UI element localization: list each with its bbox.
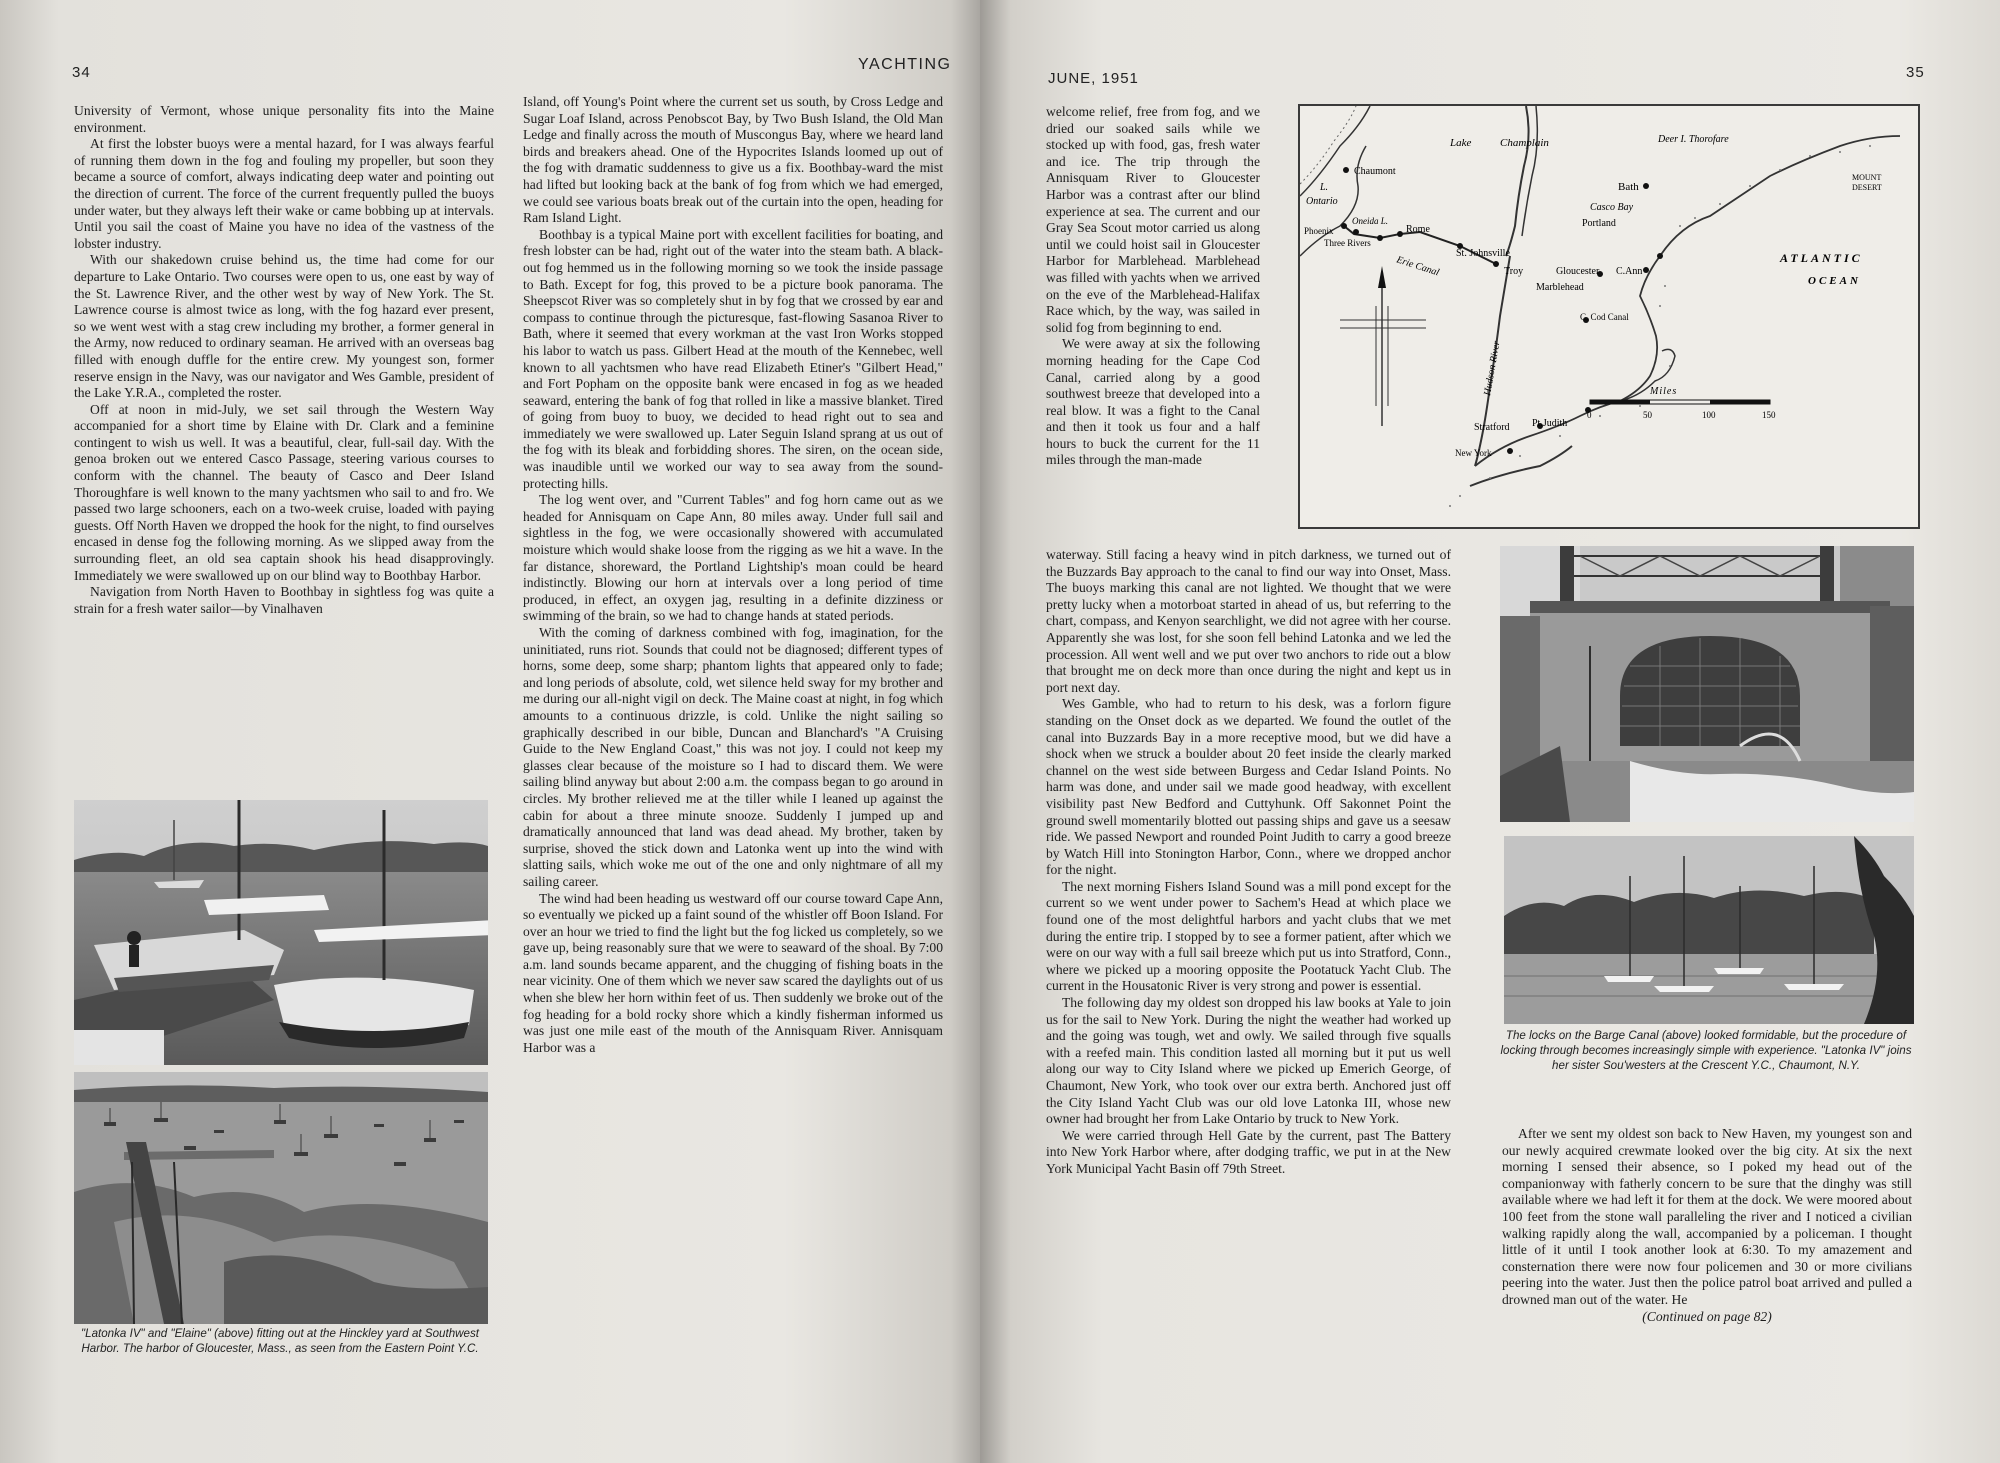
map-label-pt-judith: Pt.Judith (1532, 418, 1568, 429)
paragraph: At first the lobster buoys were a mental hazard, for I was always fearful of running them down in the fog and fouling my propeller, but soon they became a source of comfort, always indicating deep water and pointing out the direction of current. The force of the current frequently pulled the buoys under water, but they always left their wake or came bobbing up at intervals. Until you sail the coast of Maine you have no idea of the vastness of the lobster industry. (74, 136, 494, 251)
map-label-chaumont: Chaumont (1354, 166, 1396, 177)
photo-barge-canal-locks (1500, 546, 1914, 822)
scale-100: 100 (1702, 410, 1716, 420)
running-head-date: JUNE, 1951 (1048, 70, 1139, 87)
map-label-gloucester: Gloucester (1556, 266, 1600, 277)
map-label-hudson: Hudson River (1482, 340, 1503, 397)
paragraph: The wind had been heading us westward off our course toward Cape Ann, so eventually we picked up a faint sound of the whistler off Boon Island. For over an hour we tried to find the light but the fog licked us completely, so we gave up, being reasonably sure that we were to seaward of the shoal. By 7:00 a.m. land sounds became apparent, and the chugging of fishing boats in the near vicinity. One of them which we never saw scared the daylights out of us when she blew her horn within feet of us. Then suddenly we broke out of the fog heading for a bold rocky shore which a kindly fisherman informed us was just one mile east of the mouth of the Annisquam River. Annisquam Harbor was a (523, 890, 943, 1055)
map-label-new-york: New York (1455, 448, 1492, 458)
paragraph: Navigation from North Haven to Boothbay in sightless fog was quite a strain for a fresh water sailor—by Vinalhaven (74, 584, 494, 616)
scale-150: 150 (1762, 410, 1776, 420)
left-photo-caption: "Latonka IV" and "Elaine" (above) fitting out at the Hinckley yard at Southwest Harbor. The harbor of Gloucester, Mass., as seen from the Eastern Point Y.C. (81, 1327, 479, 1355)
running-head-yachting: YACHTING (858, 56, 952, 73)
map-label-stratford: Stratford (1474, 422, 1510, 433)
map-label-mount: MOUNT (1852, 173, 1882, 182)
map-label-oneida: Oneida L. (1352, 216, 1388, 226)
map-label-c-ann: C.Ann (1616, 266, 1643, 277)
scale-50: 50 (1643, 410, 1652, 420)
paragraph: Wes Gamble, who had to return to his desk, was a forlorn figure standing on the Onset dock as we departed. We found the outlet of the canal into Buzzards Bay in a more receptive mood, but we did have a shock when we struck a boulder about 20 feet inside the clearly marked channel on the west side between Burgess and Cedar Island Points. No harm was done, and under sail we made good headway, with excellent visibility past New Bedford and Cuttyhunk. Off Sakonnet Point the ground swell momentarily blotted out passing ships and gave us a seesaw ride. We passed Newport and rounded Point Judith to carry a good breeze by Watch Hill into Stonington Harbor, Conn., where we dropped anchor for the night. (1046, 696, 1451, 878)
map-label-miles: Miles (1650, 386, 1678, 397)
paragraph: With our shakedown cruise behind us, the time had come for our departure to Lake Ontario. Two courses were open to us, one east by way of the St. Lawrence River, and the other west by way of New York. The St. Lawrence course is almost twice as long, with the fog hazard ever present, so we went west with a stag crew including my brother, a former general in the Army, now reduced to ordinary seaman. He arrived with an overseas bag filled with enough duffle for the entire crew. My youngest son, former reserve ensign in the Navy, was our navigator and Wes Gamble, president of the Lake Y.R.A., completed the roster. (74, 252, 494, 401)
map-label-l: L. (1320, 182, 1329, 193)
page-number-right: 35 (1906, 64, 1925, 81)
paragraph: University of Vermont, whose unique personality fits into the Maine environment. (74, 103, 494, 135)
map-label-st-johnsville: St. Johnsville (1456, 248, 1510, 259)
map-label-atlantic: ATLANTIC (1780, 251, 1863, 265)
right-page (980, 0, 2000, 1463)
right-column-wide (1046, 547, 1451, 1178)
paragraph: After we sent my oldest son back to New Haven, my youngest son and our newly acquired crewmate looked over the big city. At six the next morning I sensed their absence, so I poked my head out of the companionway with fatherly concern to be sure that the dinghy was still available where we had left it for them at the dock. We were moored about 100 feet from the stone wall paralleling the river and I noticed a civilian walking rapidly along the wall, accompanied by a policeman. I thought little of it until I took another look at 6:30. To my amazement and consternation there were now four policemen and 30 or more civilians peering into the water. Just then the police patrol boat arrived and pulled a drowned man out of the water. He (1502, 1126, 1912, 1307)
paragraph: The following day my oldest son dropped his law books at Yale to join us for the sail to New York. During the night the weather had worked up and the going was tough, wet and owly. We sailed through five squalls with a reefed main. This condition lasted all morning but it put us well along our way to City Island where we picked up Emerich George, of Chaumont, New York, who took over our extra berth. Anchored just off the City Island Yacht Club was our old love Latonka III, whose new owner had brought her from Lake Ontario by truck to New York. (1046, 995, 1451, 1127)
paragraph: Boothbay is a typical Maine port with excellent facilities for boating, and fresh lobster can be had, right out of the water into the steam bath. A black-out fog hemmed us in the following morning so we took the inside passage to Bath. Except for fog, this proved to be a picture book panorama. The Sheepscot River was so completely shut in by fog that we crossed by ear and compass to continue through the picturesque, fast-flowing Sasanoa River to Bath, where it seemed that every workman at the vast Iron Works stopped his labor to watch us pass. Gilbert Head at the mouth of the Kennebec, well known to all yachtsmen who have read Elizabeth Etiner's "Gilbert Head," and Fort Popham on the opposite bank were encased in fog as we headed seaward, entering the bank of fog that rolled in like a massive blanket. Tired of going from buoy to buoy, we decided to head right out to sea and immediately we were swallowed up. Later Seguin Island sprang at us out of the fog with its bleak and forbidding shores. The siren, on the ocean side, was inaudible until we worked our way to sea away from the sound-protecting hills. (523, 226, 943, 491)
scale-0: 0 (1587, 410, 1592, 420)
paragraph: With the coming of darkness combined with fog, imagination, for the uninitiated, runs riot. Sounds that could not be diagnosed; different types of horns, some deep, some sharp; phantom lights that appeared only to fade; and long periods of absolute, cold, wet silence held sway for my brother and me during our all-night vigil on deck. The Maine coast at night, in fog which amounts to a continuous drizzle, is cold. Unlike the night sailing so graphically described in our bible, Duncan and Blanchard's "A Cruising Guide to the New England Coast," this was not joy. I could not keep my glasses clear because of the moisture so I had to discard them. We were sailing blind anyway but about 2:00 a.m. the compass began to go around in circles. My brother relieved me at the tiller while I leaned up against the cabin for about a three minute snooze. Suddenly I jumped up and dramatically announced that land was dead ahead. My brother, taken by surprise, shoved the stick down and Latonka went up into the wind with slatting sails, which woke me out of the one and only nightmare of all my sailing career. (523, 625, 943, 889)
map-label-cape-cod-canal: C. Cod Canal (1580, 312, 1629, 322)
left-column-2 (523, 94, 943, 1056)
map-label-troy: Troy (1504, 266, 1524, 277)
paragraph: We were carried through Hell Gate by the current, past The Battery into New York Harbor where, after dodging traffic, we put in at the New York Municipal Yacht Basin off 79th Street. (1046, 1127, 1451, 1176)
map-label-ontario: Ontario (1306, 196, 1338, 207)
paragraph: The log went over, and "Current Tables" and fog horn came out as we headed for Annisquam on Cape Ann, 80 miles away. Under full sail and sightless in the fog, we were occasionally showered with accumulated moisture which would shake loose from the rigging as we hit a wave. In the far distance, shoreward, the Portland Lightship's moan could be heard indistinctly. Blowing our horn at intervals over a long period of time produced, in effect, an oxygen jag, resulting in a definite dizziness or swimming of the brain, so we had to change hands at stated periods. (523, 492, 943, 624)
photo-gloucester-harbor (74, 1072, 488, 1324)
map-label-casco-bay: Casco Bay (1590, 202, 1634, 213)
map-label-three-rivers: Three Rivers (1324, 238, 1371, 248)
map-label-desert: DESERT (1852, 183, 1882, 192)
continued-on-page: (Continued on page 82) (1642, 1308, 1772, 1324)
page-number-left: 34 (72, 64, 91, 81)
paragraph: waterway. Still facing a heavy wind in pitch darkness, we turned out of the Buzzards Bay approach to the canal to find our way into Onset, Mass. The buoys marking this canal are not lighted. We thought that we were pretty lucky when a motorboat started in ahead of us, but referring to the chart, compass, and Kenyon searchlight, we did not agree with her course. Apparently she was lost, for she soon fell behind Latonka and we led the procession. All went well and we put over two anchors to ride out a blow that brought me on deck more than once during the night and kept us in port next day. (1046, 547, 1451, 695)
paragraph: The next morning Fishers Island Sound was a mill pond except for the current so we went under power to Sachem's Head at which place we found one of the most delightful harbors and yacht clubs that we met during the entire trip. I stopped by to see a former patient, after which we were on our way with a full sail breeze which put us into Stratford, Conn., where we picked up a mooring opposite the Pootatuck Yacht Club. The current in the Housatonic River is very strong and power is essential. (1046, 878, 1451, 994)
map-label-deer-island: Deer I. Thorofare (1658, 134, 1729, 145)
photo-crescent-yc (1504, 836, 1914, 1024)
map-label-bath: Bath (1618, 181, 1639, 193)
paragraph: Off at noon in mid-July, we set sail through the Western Way accompanied for a short time by Elaine with Dr. Clark and a feminine contingent to wish us well. It was a beautiful, clear, full-sail day. With the genoa broken out we entered Casco Passage, steering various courses to conform with the channel. The beauty of Casco and Deer Island Thoroughfare is well known to the many yachtsmen who sail to and fro. We passed two large schooners, each on a two-week cruise, loaded with paying guests. Off North Haven we dropped the hook for the night, to find ourselves encased in dense fog the following morning. As we slipped away from the surrounding fleet, an old sea captain shook his head disapprovingly. Immediately we were swallowed up on our blind way to Boothbay Harbor. (74, 401, 494, 583)
paragraph: welcome relief, free from fog, and we dried our soaked sails while we stocked up with food, gas, fresh water and ice. The trip through the Annisquam River to Gloucester Harbor was a contrast after our blind experience at sea. The current and our Gray Sea Scout motor carried us along until we could hoist sail in Gloucester Harbor for Marblehead. Marblehead was filled with yachts when we arrived on the eve of the Marblehead-Halifax Race which, by the way, was sailed in solid fog from beginning to end. (1046, 104, 1260, 335)
paragraph: Island, off Young's Point where the current set us south, by Cross Ledge and Sugar Loaf Island, across Penobscot Bay, by Two Bush Island, the Old Man Ledge and finally across the mouth of Muscongus Bay, where we heard land birds and breakers ahead. One of the Hypocrites Islands loomed up out of the fog with dramatic suddenness to give us a fix. Boothbay-ward the mist had lifted but looking back at the bank of fog from which we had emerged, we could see various boats break out of the curtain into the open, heading for Ram Island Light. (523, 94, 943, 226)
map-label-portland: Portland (1582, 218, 1616, 229)
map-label-champlain: Champlain (1500, 137, 1549, 149)
right-column-narrow (1046, 104, 1260, 469)
paragraph: We were away at six the following morning heading for the Cape Cod Canal, carried along by a good southwest breeze that developed into a real blow. It was a fight to the Canal and then it took us four and a half hours to buck the current for the 11 miles through the man-made (1046, 336, 1260, 468)
right-column-2 (1502, 1126, 1912, 1325)
map-label-rome: Rome (1406, 224, 1430, 235)
map-label-ocean: OCEAN (1808, 275, 1861, 287)
route-map (1298, 104, 1920, 529)
map-label-erie-canal: Erie Canal (1395, 254, 1441, 279)
photo-sailboats-hinckley (74, 800, 488, 1065)
right-photo-caption: The locks on the Barge Canal (above) looked formidable, but the procedure of locking through becomes increasingly simple with experience. "Latonka IV" joins her sister Sou'westers at the Crescent Y.C., Chaumont, N.Y. (1500, 1029, 1912, 1072)
map-label-marblehead: Marblehead (1536, 282, 1584, 293)
left-column-1 (74, 103, 494, 617)
map-label-lake: Lake (1450, 137, 1472, 149)
left-page (0, 0, 980, 1463)
map-label-phoenix: Phoenix (1304, 226, 1334, 236)
